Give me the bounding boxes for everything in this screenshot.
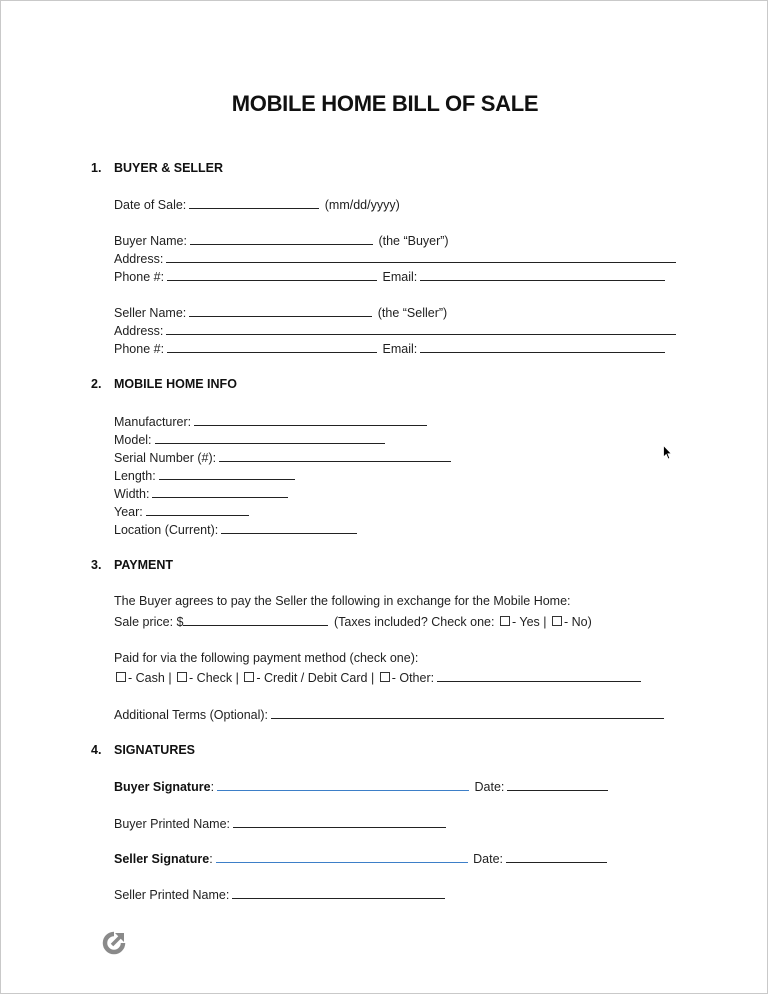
additional-terms-row — [114, 707, 666, 723]
section-number: 1. — [91, 161, 102, 175]
year-field[interactable] — [146, 504, 249, 516]
buyer-name-row — [114, 233, 449, 249]
other-method-field[interactable] — [437, 670, 641, 682]
mouse-pointer-icon — [663, 445, 673, 461]
location-label: Location (Current): — [114, 523, 219, 537]
length-field[interactable] — [159, 468, 295, 480]
buyer-printed-name-field[interactable] — [233, 816, 446, 828]
section-title: PAYMENT — [114, 558, 174, 572]
additional-terms-label: Additional Terms (Optional): — [114, 708, 269, 722]
cash-checkbox[interactable] — [116, 672, 126, 682]
seller-address-field[interactable] — [166, 323, 676, 335]
buyer-phone-field[interactable] — [167, 269, 377, 281]
colon: : — [209, 852, 213, 866]
manufacturer-field[interactable] — [194, 414, 427, 426]
separator: | — [168, 671, 172, 685]
width-label: Width: — [114, 487, 150, 501]
buyer-signature-field[interactable] — [217, 779, 469, 791]
seller-date-field[interactable] — [506, 851, 607, 863]
seller-date-label: Date: — [473, 852, 504, 866]
share-arrow-logo-icon — [101, 930, 127, 956]
seller-contact-row — [114, 341, 667, 357]
model-field[interactable] — [155, 432, 385, 444]
section-heading-mobile-home-info — [91, 377, 237, 391]
section-number: 2. — [91, 377, 102, 391]
card-label: - Credit / Debit Card — [256, 671, 368, 685]
buyer-email-label: Email: — [382, 270, 418, 284]
colon: : — [210, 780, 215, 794]
section-title: BUYER & SELLER — [114, 161, 224, 175]
card-checkbox[interactable] — [244, 672, 254, 682]
buyer-address-field[interactable] — [166, 251, 676, 263]
buyer-email-field[interactable] — [420, 269, 665, 281]
seller-name-row — [114, 305, 447, 321]
other-label: - Other: — [391, 671, 435, 685]
section-title: MOBILE HOME INFO — [114, 377, 237, 391]
additional-terms-field[interactable] — [271, 707, 664, 719]
length-row — [114, 468, 297, 484]
seller-name-label: Seller Name: — [114, 306, 187, 320]
payment-intro: The Buyer agrees to pay the Seller the following in exchange for the Mobile Home: — [114, 594, 571, 608]
separator: | — [235, 671, 239, 685]
payment-method-row — [114, 670, 643, 686]
buyer-address-label: Address: — [114, 252, 164, 266]
seller-signature-field[interactable] — [216, 851, 468, 863]
buyer-name-field[interactable] — [190, 233, 373, 245]
seller-signature-label: Seller Signature — [114, 852, 210, 866]
taxes-yes-label: - Yes — [511, 615, 540, 629]
taxes-no-label: - No) — [564, 615, 592, 629]
date-of-sale-field[interactable] — [189, 197, 319, 209]
buyer-signature-row — [114, 779, 610, 795]
buyer-printed-name-label: Buyer Printed Name: — [114, 817, 231, 831]
buyer-signature-label: Buyer Signature — [114, 780, 211, 794]
section-heading-signatures — [91, 743, 195, 757]
document-title: MOBILE HOME BILL OF SALE — [231, 91, 539, 116]
separator: | — [370, 671, 375, 685]
section-number: 3. — [91, 558, 102, 572]
buyer-date-label: Date: — [474, 780, 505, 794]
taxes-prompt: (Taxes included? Check one: — [333, 615, 495, 629]
seller-phone-label: Phone #: — [114, 342, 165, 356]
manufacturer-row — [114, 414, 429, 430]
other-checkbox[interactable] — [380, 672, 390, 682]
taxes-yes-checkbox[interactable] — [500, 616, 510, 626]
seller-printed-name-row — [114, 887, 447, 903]
sale-price-row — [114, 614, 592, 630]
date-of-sale-label: Date of Sale: — [114, 198, 187, 212]
length-label: Length: — [114, 469, 156, 483]
section-heading-buyer-seller — [91, 161, 223, 175]
width-row — [114, 486, 290, 502]
buyer-date-field[interactable] — [507, 779, 608, 791]
section-number: 4. — [91, 743, 102, 757]
year-label: Year: — [114, 505, 143, 519]
date-of-sale-row — [114, 197, 400, 213]
buyer-suffix: (the “Buyer”) — [378, 234, 449, 248]
seller-printed-name-label: Seller Printed Name: — [114, 888, 230, 902]
location-row — [114, 522, 359, 538]
buyer-contact-row — [114, 269, 667, 285]
seller-email-field[interactable] — [420, 341, 665, 353]
section-title: SIGNATURES — [114, 743, 196, 757]
model-row — [114, 432, 387, 448]
year-row — [114, 504, 251, 520]
separator: | — [543, 615, 547, 629]
date-format-hint: (mm/dd/yyyy) — [324, 198, 400, 212]
seller-phone-field[interactable] — [167, 341, 377, 353]
buyer-phone-label: Phone #: — [114, 270, 165, 284]
sale-price-field[interactable] — [183, 614, 328, 626]
serial-number-field[interactable] — [219, 450, 451, 462]
sale-price-label: Sale price: $ — [114, 615, 184, 629]
width-field[interactable] — [152, 486, 288, 498]
buyer-name-label: Buyer Name: — [114, 234, 187, 248]
seller-address-row — [114, 323, 678, 339]
seller-signature-row — [114, 851, 609, 867]
buyer-address-row — [114, 251, 678, 267]
buyer-printed-name-row — [114, 816, 448, 832]
manufacturer-label: Manufacturer: — [114, 415, 192, 429]
check-label: - Check — [189, 671, 233, 685]
cash-label: - Cash — [128, 671, 165, 685]
seller-name-field[interactable] — [189, 305, 372, 317]
seller-suffix: (the “Seller”) — [377, 306, 448, 320]
seller-address-label: Address: — [114, 324, 164, 338]
seller-email-label: Email: — [382, 342, 418, 356]
serial-number-label: Serial Number (#): — [114, 451, 217, 465]
location-field[interactable] — [221, 522, 357, 534]
section-heading-payment — [91, 558, 173, 572]
check-checkbox[interactable] — [177, 672, 187, 682]
seller-printed-name-field[interactable] — [232, 887, 445, 899]
serial-number-row — [114, 450, 453, 466]
payment-method-intro: Paid for via the following payment method (check one): — [114, 651, 419, 665]
model-label: Model: — [114, 433, 152, 447]
taxes-no-checkbox[interactable] — [552, 616, 562, 626]
